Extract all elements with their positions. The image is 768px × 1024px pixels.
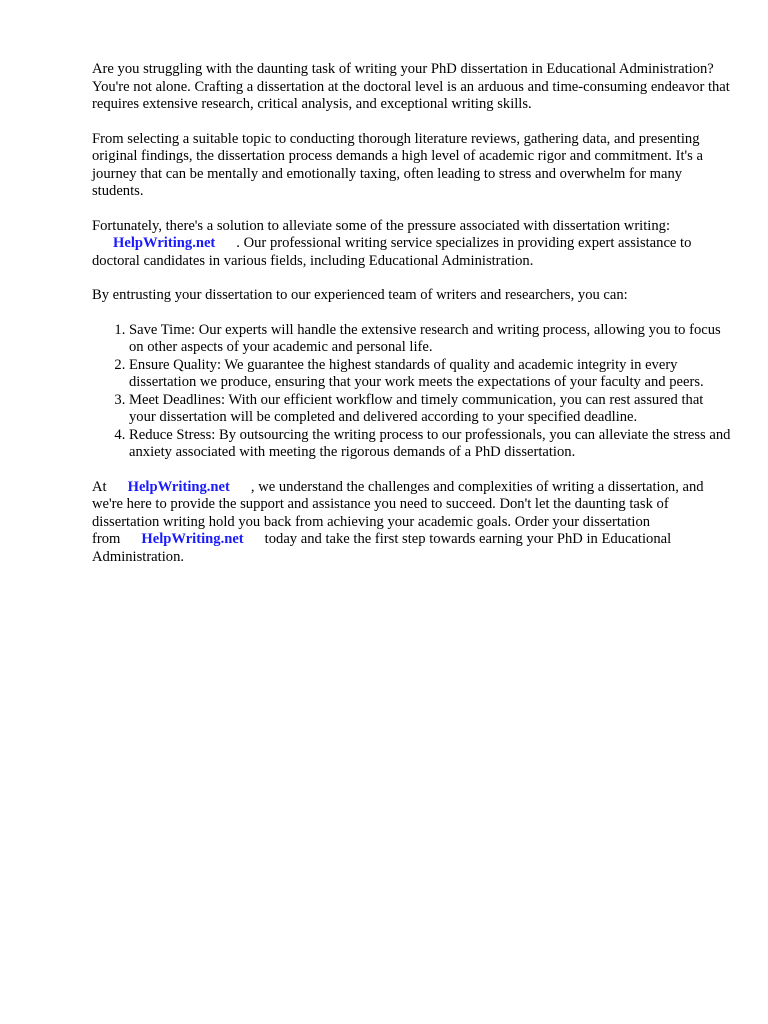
list-item: 4. Reduce Stress: By outsourcing the writing process to our professionals, you can alleviate the stress and anxiety associated with meeting the rigorous demands of a PhD dissertation. — [129, 427, 732, 462]
process-paragraph: From selecting a suitable topic to conducting thorough literature reviews, gathering data, and presenting original findings, the dissertation process demands a high level of academic rigor and commitment. It's a journey that can be mentally and emotionally taxing, often leading to stress and overwhelm for many students. — [92, 130, 703, 199]
document-page — [92, 61, 732, 583]
list-item: 1. Save Time: Our experts will handle the extensive research and writing process, allowing you to focus on other aspects of your academic and personal life. — [129, 322, 732, 357]
closing-text-end: today and take the first step towards earning your PhD in Educational Administration. — [92, 531, 672, 565]
closing-text-middle: , we understand the challenges and complexities of writing a dissertation, and we're here to provide the support and assistance you need to succeed. Don't let the daunting task of dissertation writing hold you back from achieving your academic goals. Order your dissertation from — [92, 478, 704, 547]
solution-text-after: . Our professional writing service specializes in providing expert assistance to doctoral candidates in various fields, including Educational Administration. — [92, 235, 692, 269]
solution-text-before: Fortunately, there's a solution to alleviate some of the pressure associated with dissertation writing: — [92, 217, 670, 234]
solution-paragraph — [92, 218, 732, 271]
closing-text-at: At — [92, 478, 107, 495]
helpwriting-link-2[interactable]: HelpWriting.net — [127, 478, 230, 495]
list-item: 2. Ensure Quality: We guarantee the highest standards of quality and academic integrity in every dissertation we produce, ensuring that your work meets the expectations of your faculty and peers. — [129, 357, 732, 392]
helpwriting-link-3[interactable]: HelpWriting.net — [141, 531, 244, 547]
helpwriting-link-1[interactable]: HelpWriting.net — [113, 235, 216, 251]
entrust-paragraph: By entrusting your dissertation to our experienced team of writers and researchers, you can: — [92, 287, 628, 303]
list-item: 3. Meet Deadlines: With our efficient workflow and timely communication, you can rest assured that your dissertation will be completed and delivered according to your specified deadline. — [129, 392, 732, 427]
closing-paragraph — [92, 479, 732, 567]
intro-paragraph: Are you struggling with the daunting task of writing your PhD dissertation in Educational Administration? You're not alone. Crafting a dissertation at the doctoral level is an arduous and time-consuming endeavor that requires extensive research, critical analysis, and exceptional writing skills. — [92, 61, 730, 112]
benefits-list — [92, 322, 732, 462]
